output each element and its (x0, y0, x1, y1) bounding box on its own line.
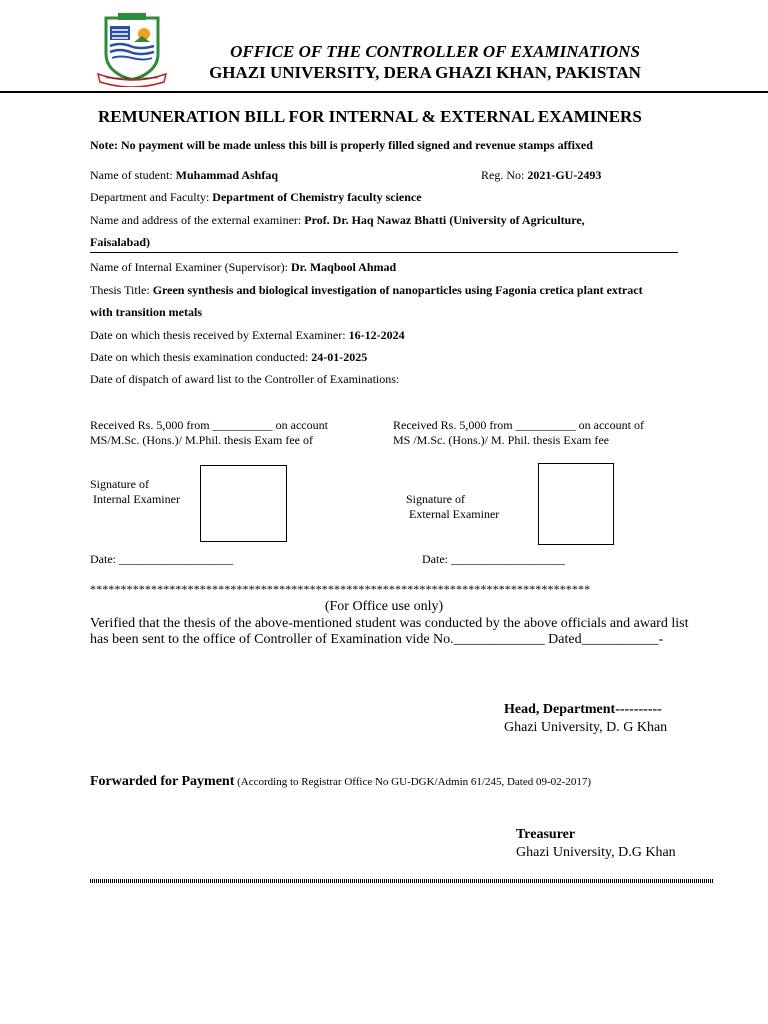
external-receipt-text: Received Rs. 5,000 from __________ on account of MS /M.Sc. (Hons.)/ M. Phil. thesis Exam fee (393, 418, 644, 447)
internal-date-field[interactable]: Date: ___________________ (90, 552, 233, 566)
department-value: Department of Chemistry faculty science (212, 190, 422, 204)
external-examiner-row-cont (90, 235, 150, 250)
conducted-date-value: 24-01-2025 (311, 350, 368, 364)
internal-signature-label: Signature of Internal Examiner (90, 477, 180, 506)
thesis-title-label: Thesis Title: (90, 283, 153, 297)
bottom-divider (90, 879, 713, 883)
student-name-row (90, 168, 278, 183)
external-signature-box[interactable] (538, 463, 614, 545)
conducted-date-row (90, 350, 367, 365)
internal-examiner-value: Dr. Maqbool Ahmad (290, 260, 397, 274)
office-title: OFFICE OF THE CONTROLLER OF EXAMINATIONS (230, 42, 640, 61)
external-date-field[interactable]: Date: ___________________ (422, 552, 565, 566)
reg-no-row (481, 168, 601, 183)
forwarded-note: (According to Registrar Office No GU-DGK/Admin 61/245, Dated 09-02-2017) (234, 776, 591, 788)
thesis-title-row-cont (90, 305, 202, 320)
external-examiner-value: Prof. Dr. Haq Nawaz Bhatti (University of Agriculture, (304, 213, 585, 227)
section-divider (90, 252, 678, 253)
external-signature-label: Signature of External Examiner (406, 492, 500, 521)
external-examiner-row (90, 213, 585, 228)
dispatch-date-label: Date of dispatch of award list to the Controller of Examinations: (90, 372, 400, 386)
verification-text: Verified that the thesis of the above-mentioned student was conducted by the above officials and award list has been sent to the office of Controller of Examination vide No._____________ Dated___________- (90, 616, 689, 647)
head-department-org: Ghazi University, D. G Khan (504, 720, 668, 735)
payment-note: Note: No payment will be made unless this bill is properly filled signed and revenue stamps affixed (90, 138, 593, 152)
department-row (90, 190, 422, 205)
treasurer-org: Ghazi University, D.G Khan (516, 845, 676, 860)
reg-no-label: Reg. No: (481, 168, 528, 182)
office-use-heading: (For Office use only) (324, 599, 444, 614)
reg-no-value: 2021-GU-2493 (527, 168, 602, 182)
external-examiner-value-cont: Faisalabad) (90, 235, 151, 249)
thesis-title-value-cont: with transition metals (90, 305, 202, 319)
internal-receipt-text: Received Rs. 5,000 from __________ on account MS/M.Sc. (Hons.)/ M.Phil. thesis Exam fee of (90, 418, 328, 447)
conducted-date-label: Date on which thesis examination conducted: (90, 350, 312, 364)
department-label: Department and Faculty: (90, 190, 213, 204)
head-department-title: Head, Department---------- (504, 702, 662, 717)
internal-examiner-label: Name of Internal Examiner (Supervisor): (90, 260, 291, 274)
thesis-title-row (90, 283, 643, 298)
received-date-value: 16-12-2024 (348, 328, 405, 342)
treasurer-title: Treasurer (516, 827, 576, 842)
received-date-label: Date on which thesis received by External Examiner: (90, 328, 349, 342)
dispatch-date-row (90, 372, 399, 387)
forwarded-label: Forwarded for Payment (90, 774, 235, 789)
thesis-title-value: Green synthesis and biological investigation of nanoparticles using Fagonia cretica plant extract (152, 283, 643, 297)
received-date-row (90, 328, 405, 343)
external-examiner-label: Name and address of the external examiner: (90, 213, 305, 227)
student-name-value: Muhammad Ashfaq (175, 168, 279, 182)
internal-signature-box[interactable] (200, 465, 287, 542)
bill-title: REMUNERATION BILL FOR INTERNAL & EXTERNAL EXAMINERS (98, 107, 642, 126)
header-divider (0, 91, 768, 93)
student-name-label: Name of student: (90, 168, 176, 182)
university-title: GHAZI UNIVERSITY, DERA GHAZI KHAN, PAKISTAN (209, 63, 641, 82)
separator-stars: ********************************************************************************** (90, 582, 591, 596)
forwarded-for-payment (90, 774, 591, 790)
internal-examiner-row (90, 260, 396, 275)
